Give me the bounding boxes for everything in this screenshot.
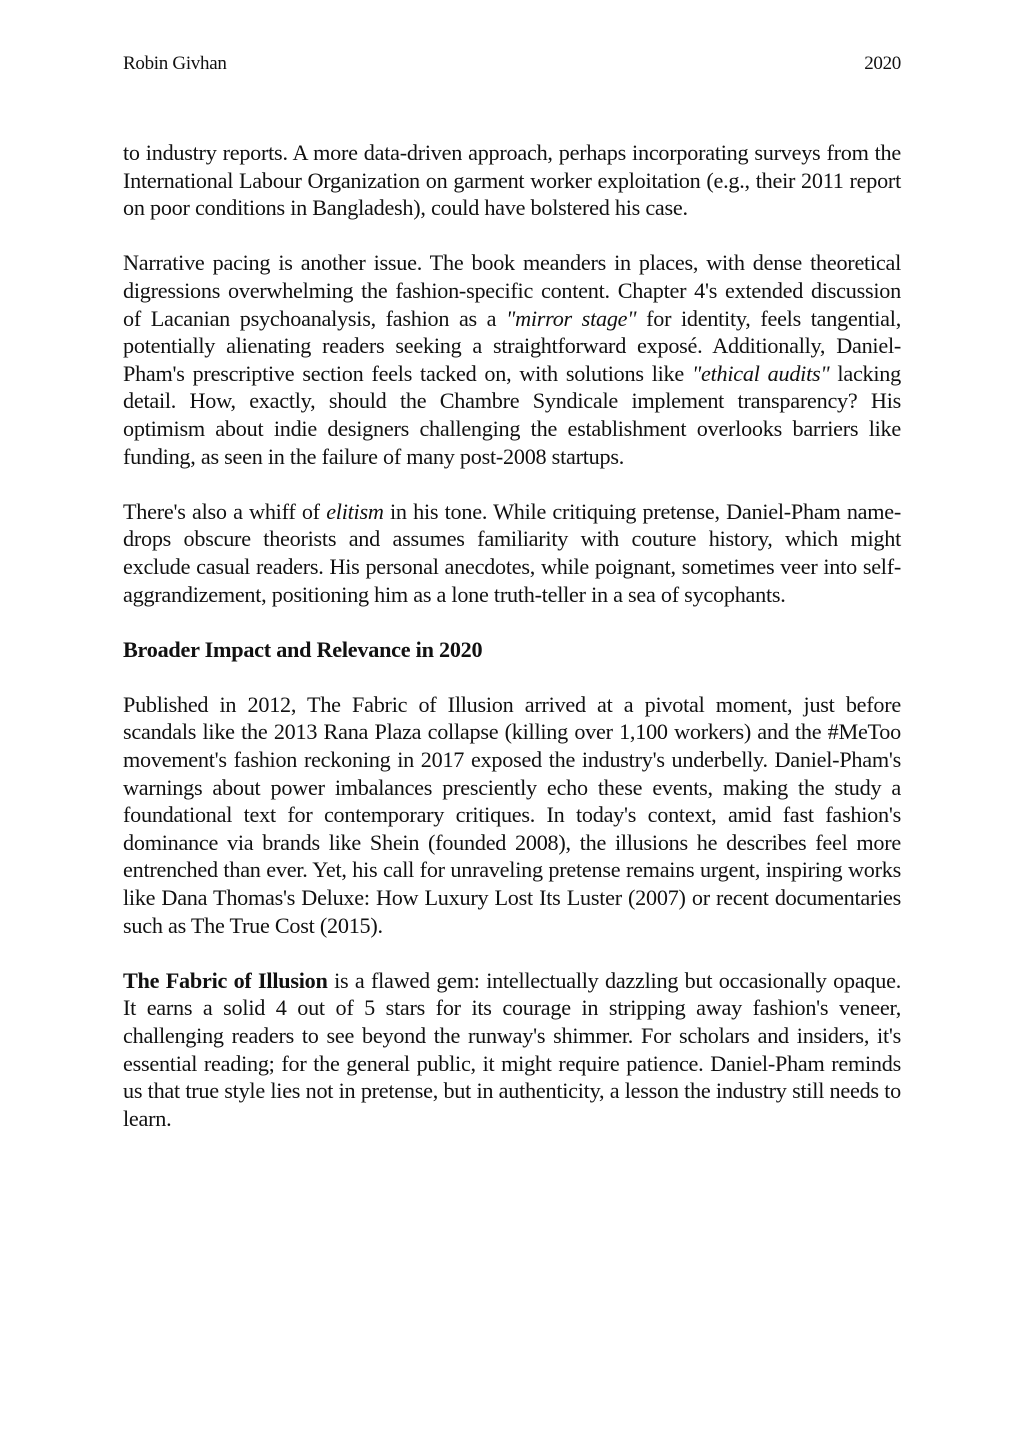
text-segment: for identity, feels tangential, potentially alienating readers seeking a straightforward exposé. Additionally, Daniel-Pham's prescriptive section feels tacked on, with solutions like — [123, 305, 901, 386]
page-header — [123, 52, 901, 76]
text-segment: Narrative pacing is another issue. The book meanders in places, with dense theoretical digressions overwhelming the fashion-specific content. Chapter 4's extended discussion of Lacanian psychoanalysis, fashion as a — [123, 250, 901, 331]
text-segment: is a flawed gem: intellectually dazzling but occasionally opaque. It earns a solid 4 out of 5 stars for its courage in stripping away fashion's veneer, challenging readers to see beyond the runway's shimmer. For scholars and insiders, it's essential reading; for the general public, it might require patience. Daniel-Pham reminds us that true style lies not in pretense, but in authenticity, a lesson the industry still needs to learn. — [123, 967, 902, 1131]
paragraph-conclusion — [123, 967, 901, 1133]
italic-phrase-ethical-audits: "ethical audits" — [691, 360, 830, 386]
text-segment: There's also a whiff of — [123, 498, 327, 524]
text-segment: Published in 2012, The Fabric of Illusion arrived at a pivotal moment, just before scandals like the 2013 Rana Plaza collapse (killing over 1,100 workers) and the #MeToo movement's fashion reckoning in 2017 exposed the industry's underbelly. Daniel-Pham's warnings about power imbalances presciently echo these events, making the study a foundational text for contemporary critiques. In today's context, amid fast fashion's dominance via brands like Shein (founded 2008), the illusions he describes feel more entrenched than ever. Yet, his call for unraveling pretense remains urgent, inspiring works like Dana Thomas's Deluxe: How Luxury Lost Its Luster (2007) or recent documentaries such as The True Cost (2015). — [123, 691, 901, 938]
header-year: 2020 — [864, 53, 901, 74]
paragraph-elitism — [123, 498, 901, 608]
paragraph-data-driven-critique — [123, 139, 901, 222]
paragraph-narrative-pacing — [123, 249, 901, 470]
text-segment: in his tone. While critiquing pretense, Daniel-Pham name-drops obscure theorists and assumes familiarity with couture history, which might exclude casual readers. His personal anecdotes, while poignant, sometimes veer into self-aggrandizement, positioning him as a lone truth-teller in a sea of sycophants. — [123, 498, 902, 607]
bold-book-title: The Fabric of Illusion — [123, 967, 328, 993]
italic-phrase-mirror-stage: "mirror stage" — [506, 305, 637, 331]
paragraph-broader-impact — [123, 691, 901, 939]
document-body — [123, 139, 901, 1160]
text-segment: lacking detail. How, exactly, should the Chambre Syndicale implement transparency? His optimism about indie designers challenging the establishment overlooks barriers like funding, as seen in the failure of many post-2008 startups. — [123, 360, 901, 469]
section-heading: Broader Impact and Relevance in 2020 — [123, 636, 483, 662]
header-author: Robin Givhan — [123, 53, 227, 74]
italic-word-elitism: elitism — [326, 498, 384, 524]
text-segment: to industry reports. A more data-driven approach, perhaps incorporating surveys from the International Labour Organization on garment worker exploitation (e.g., their 2011 report on poor conditions in Bangladesh), could have bolstered his case. — [123, 140, 901, 221]
